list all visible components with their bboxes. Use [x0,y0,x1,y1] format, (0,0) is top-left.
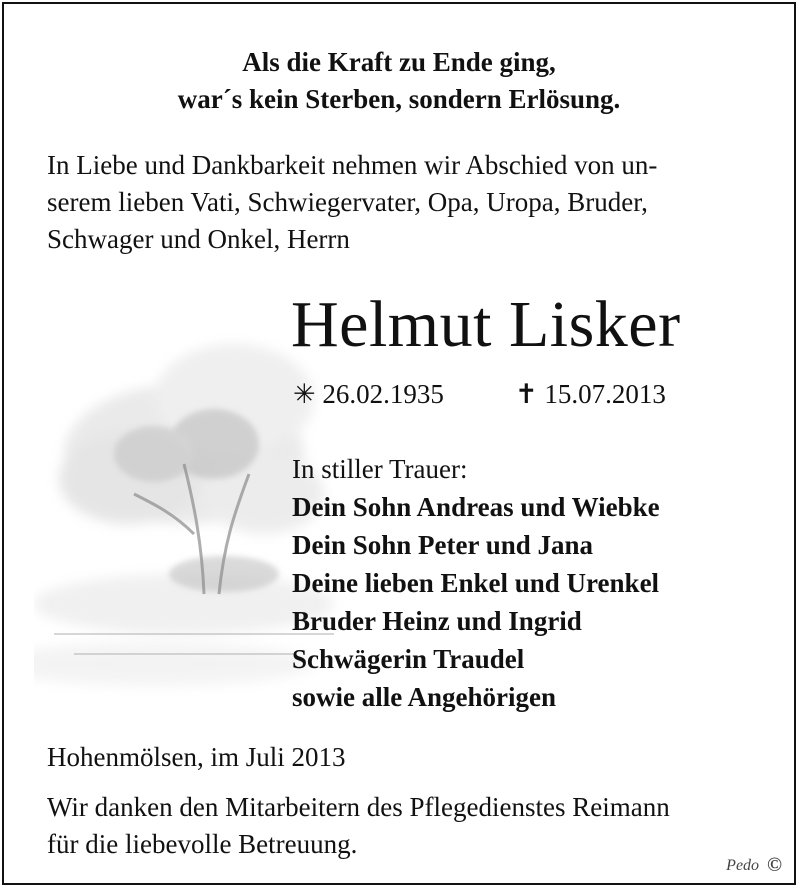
footer-signature [726,854,782,877]
intro-line: In Liebe und Dankbarkeit nehmen wir Abschied von un- [47,150,658,180]
death-date [515,377,666,411]
thanks-line: Wir danken den Mitarbeitern des Pflegedienstes Reimann [47,792,670,822]
thanks-text [47,789,670,863]
mourners-lead: In stiller Trauer: [292,454,468,484]
birth-star-icon: ✳ [293,379,316,409]
mourners-block [292,450,660,716]
thanks-line: für die liebevolle Betreuung. [47,829,358,859]
birth-date [293,377,444,411]
intro-text [47,147,767,258]
mourner-name: Bruder Heinz und Ingrid [292,606,582,636]
mourner-name: Schwägerin Traudel [292,644,525,674]
intro-line: serem lieben Vati, Schwiegervater, Opa, Uropa, Bruder, [47,187,648,217]
signature-text: Pedo [726,856,760,874]
obituary-notice [2,2,796,885]
place-date: Hohenmölsen, im Juli 2013 [47,742,346,772]
intro-line: Schwager und Onkel, Herrn [47,224,350,254]
mourner-name: Deine lieben Enkel und Urenkel [292,568,660,598]
birth-date-value: 26.02.1935 [322,379,444,409]
copyright-icon: © [767,854,782,876]
mourner-name: sowie alle Angehörigen [292,682,556,712]
motto [4,44,794,118]
motto-line: Als die Kraft zu Ende ging, [242,47,556,77]
death-cross-icon: ✝ [515,379,538,409]
mourner-name: Dein Sohn Peter und Jana [292,530,594,560]
motto-line: war´s kein Sterben, sondern Erlösung. [177,84,621,114]
death-date-value: 15.07.2013 [544,379,666,409]
mourner-name: Dein Sohn Andreas und Wiebke [292,492,660,522]
deceased-name: Helmut Lisker [291,288,681,361]
